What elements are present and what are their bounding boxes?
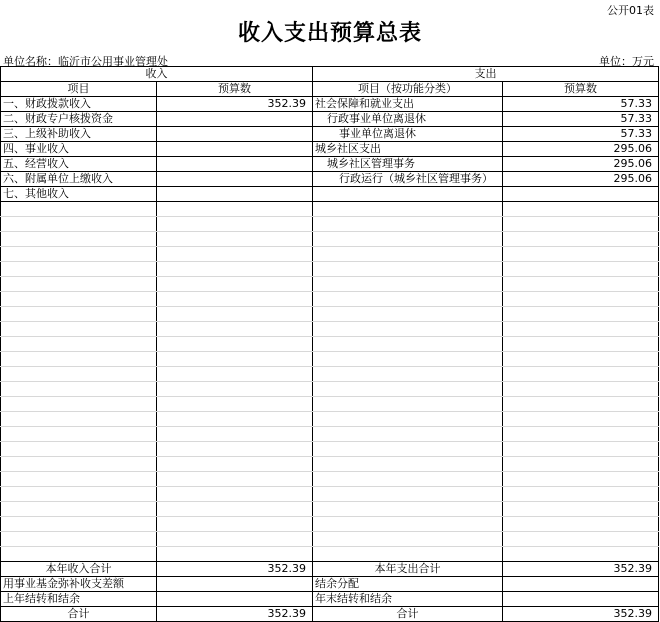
table-row (1, 112, 659, 127)
income-budget-header: 预算数 (157, 82, 313, 97)
expense-item: 事业单位离退休 (313, 127, 503, 142)
expense-section-header: 支出 (313, 67, 659, 82)
unit-measure: 单位：万元 (599, 55, 654, 68)
income-total-label: 本年收入合计 (1, 562, 157, 577)
grand-total-expense-label: 合计 (313, 607, 503, 622)
carry-over-row (1, 592, 659, 607)
income-value (157, 187, 313, 202)
empty-row (1, 427, 659, 442)
expense-value: 57.33 (503, 97, 659, 112)
expense-value: 295.06 (503, 142, 659, 157)
surplus-value (503, 577, 659, 592)
empty-row (1, 472, 659, 487)
empty-row (1, 277, 659, 292)
expense-value: 57.33 (503, 127, 659, 142)
expense-item: 社会保障和就业支出 (313, 97, 503, 112)
income-total-value: 352.39 (157, 562, 313, 577)
empty-row (1, 487, 659, 502)
income-section-header: 收入 (1, 67, 313, 82)
expense-total-value: 352.39 (503, 562, 659, 577)
income-value (157, 142, 313, 157)
empty-row (1, 442, 659, 457)
budget-table (0, 66, 659, 622)
income-item: 六、附属单位上缴收入 (1, 172, 157, 187)
empty-row (1, 292, 659, 307)
empty-row (1, 322, 659, 337)
empty-row (1, 352, 659, 367)
expense-item: 行政运行（城乡社区管理事务） (313, 172, 503, 187)
empty-row (1, 217, 659, 232)
empty-row (1, 517, 659, 532)
income-item-header: 项目 (1, 82, 157, 97)
expense-value (503, 187, 659, 202)
income-value (157, 112, 313, 127)
empty-row (1, 367, 659, 382)
table-row (1, 187, 659, 202)
income-value (157, 172, 313, 187)
income-item: 四、事业收入 (1, 142, 157, 157)
table-row (1, 142, 659, 157)
grand-total-income-value: 352.39 (157, 607, 313, 622)
empty-row (1, 532, 659, 547)
empty-row (1, 202, 659, 217)
section-header-row (1, 67, 659, 82)
fund-row (1, 577, 659, 592)
empty-row (1, 232, 659, 247)
empty-row (1, 412, 659, 427)
page-title: 收入支出预算总表 (237, 21, 422, 46)
empty-row (1, 382, 659, 397)
income-item: 三、上级补助收入 (1, 127, 157, 142)
prev-carry-value (157, 592, 313, 607)
income-item: 一、财政拨款收入 (1, 97, 157, 112)
empty-row (1, 457, 659, 472)
expense-value: 295.06 (503, 172, 659, 187)
expense-item: 城乡社区管理事务 (313, 157, 503, 172)
unit-name: 单位名称：临沂市公用事业管理处 (3, 55, 168, 68)
form-code: 公开01表 (607, 4, 654, 17)
income-value (157, 127, 313, 142)
table-row (1, 97, 659, 112)
expense-item: 城乡社区支出 (313, 142, 503, 157)
income-item: 五、经营收入 (1, 157, 157, 172)
annual-total-row (1, 562, 659, 577)
income-value (157, 157, 313, 172)
expense-value: 57.33 (503, 112, 659, 127)
empty-row (1, 397, 659, 412)
expense-item: 行政事业单位离退休 (313, 112, 503, 127)
column-header-row (1, 82, 659, 97)
end-carry-label: 年末结转和结余 (313, 592, 503, 607)
fund-value (157, 577, 313, 592)
table-row (1, 172, 659, 187)
income-value: 352.39 (157, 97, 313, 112)
grand-total-income-label: 合计 (1, 607, 157, 622)
empty-row (1, 547, 659, 562)
grand-total-expense-value: 352.39 (503, 607, 659, 622)
table-row (1, 127, 659, 142)
end-carry-value (503, 592, 659, 607)
fund-label: 用事业基金弥补收支差额 (1, 577, 157, 592)
prev-carry-label: 上年结转和结余 (1, 592, 157, 607)
expense-item-header: 项目（按功能分类） (313, 82, 503, 97)
income-item: 七、其他收入 (1, 187, 157, 202)
expense-total-label: 本年支出合计 (313, 562, 503, 577)
expense-item (313, 187, 503, 202)
empty-row (1, 337, 659, 352)
empty-row (1, 262, 659, 277)
expense-value: 295.06 (503, 157, 659, 172)
income-item: 二、财政专户核拨资金 (1, 112, 157, 127)
expense-budget-header: 预算数 (503, 82, 659, 97)
table-row (1, 157, 659, 172)
surplus-label: 结余分配 (313, 577, 503, 592)
empty-row (1, 502, 659, 517)
empty-row (1, 307, 659, 322)
empty-row (1, 247, 659, 262)
